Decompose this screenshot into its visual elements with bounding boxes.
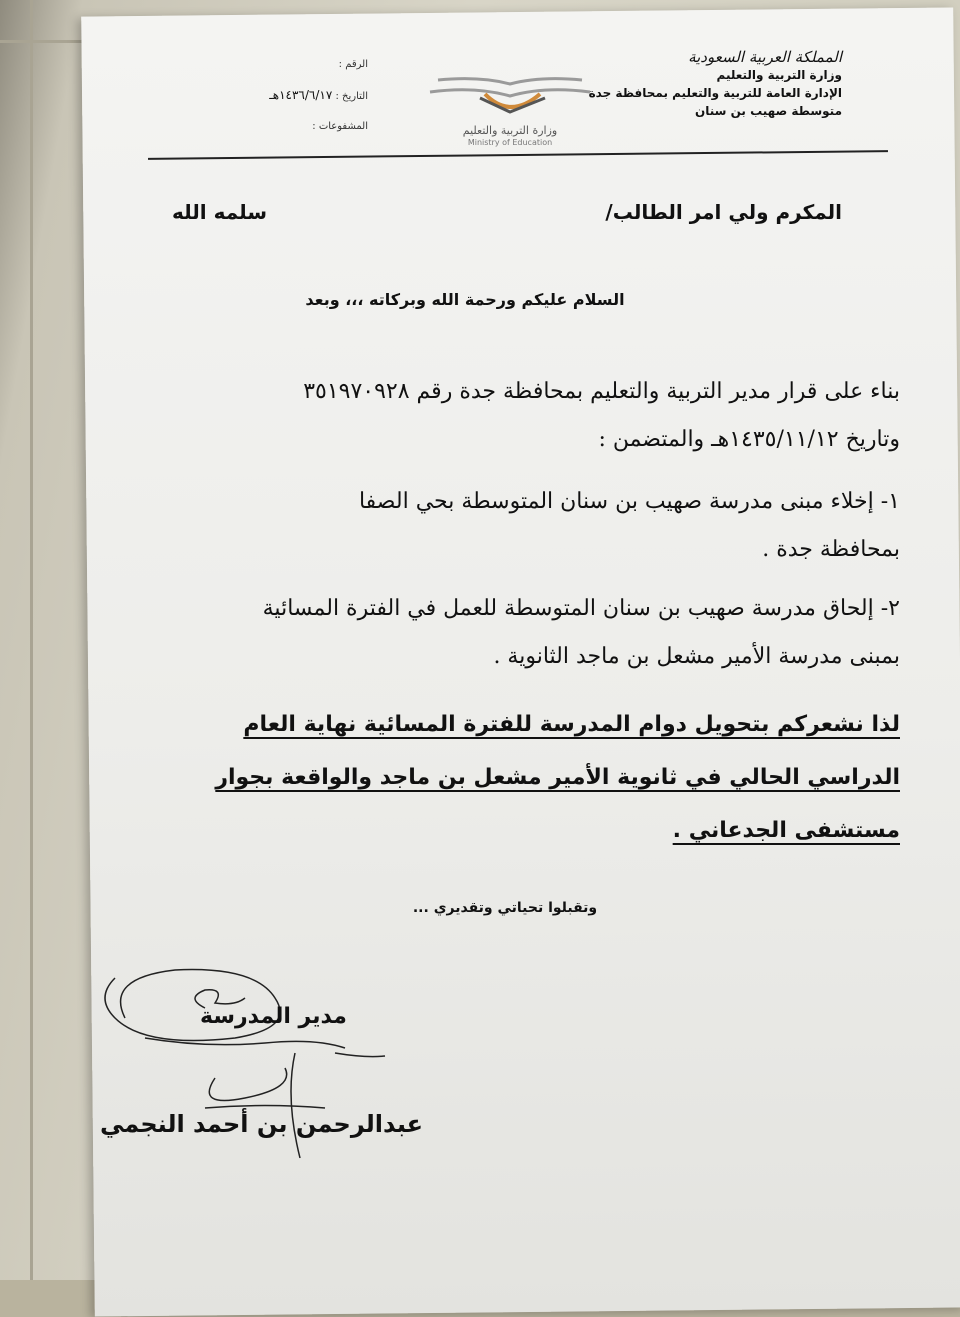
attachments-label: المشفوعات : [312,121,368,132]
number-row [218,50,368,80]
attachments-row [218,112,368,142]
letterhead-school: متوسطة صهيب بن سنان [694,104,842,118]
notice-paragraph [120,698,900,857]
addressee-salutation: سلمه الله [172,200,267,224]
letterhead-directorate: الإدارة العامة للتربية والتعليم بمحافظة جدة [588,86,842,100]
item1-line-2: بمحافظة جدة . [762,537,900,562]
date-row [218,80,368,112]
book-logo-icon [420,72,600,122]
date-value: ١٤٣٦/٦/١٧هـ [269,88,333,102]
letterhead-kingdom: المملكة العربية السعودية [688,48,842,66]
letterhead-ministry: وزارة التربية والتعليم [716,68,842,82]
list-item-2 [100,585,900,681]
notice-line-2: الدراسي الحالي في ثانوية الأمير مشعل بن ماجد والواقعة بجوار [215,765,900,790]
item1-line-1: ١- إخلاء مبنى مدرسة صهيب بن سنان المتوسطة بحي الصفا [358,489,900,514]
addressee: المكرم ولي امر الطالب/ [605,200,842,224]
item2-line-1: ٢- إلحاق مدرسة صهيب بن سنان المتوسطة للعمل في الفترة المسائية [262,596,900,621]
closing-line: وتقبلوا تحياتي وتقديري ... [412,900,598,916]
date-label: التاريخ : [335,91,368,102]
notice-line-1: لذا نشعركم بتحويل دوام المدرسة للفترة المسائية نهاية العام [243,712,900,737]
list-item-1 [100,478,900,574]
handwritten-signature-icon [85,958,415,1188]
logo-arabic-text: وزارة التربية والتعليم [462,124,558,137]
signatory-name: عبدالرحمن بن أحمد النجمي [100,1110,424,1138]
notice-line-3: مستشفى الجدعاني . [672,818,900,843]
number-label: الرقم : [338,59,368,70]
intro-line-2: وتاريخ ١٤٣٥/١١/١٢هـ والمتضمن : [598,427,900,452]
logo-english-text: Ministry of Education [467,138,553,147]
letterhead [589,48,842,120]
signatory-title: مدير المدرسة [200,1004,347,1029]
greeting: السلام عليكم ورحمة الله وبركاته ،،، وبعد [305,290,625,309]
letter-meta [218,50,368,142]
intro-line-1: بناء على قرار مدير التربية والتعليم بمحافظة جدة رقم ٣٥١٩٧٠٩٢٨ [303,379,900,404]
intro-paragraph [100,368,900,464]
item2-line-2: بمبنى مدرسة الأمير مشعل بن ماجد الثانوية . [493,644,900,669]
ministry-logo [420,72,600,157]
